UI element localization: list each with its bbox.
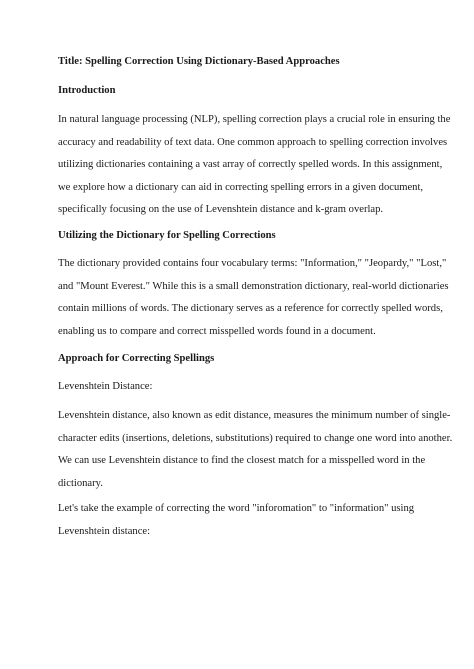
paragraph-line: Levenshtein Distance: — [58, 381, 153, 392]
paragraph-line: enabling us to compare and correct misspelled words found in a document. — [58, 325, 376, 337]
paragraph-line: Levenshtein distance: — [58, 525, 151, 537]
paragraph-line: The dictionary provided contains four vocabulary terms: "Information," "Jeopardy," "Lost," — [58, 258, 447, 269]
levenshtein-subheading — [58, 376, 434, 399]
section-heading-utilizing-dictionary: Utilizing the Dictionary for Spelling Corrections — [58, 230, 276, 241]
document-title: Title: Spelling Correction Using Dictionary-Based Approaches — [58, 56, 340, 67]
paragraph-line: and "Mount Everest." While this is a small demonstration dictionary, real-world dictionaries — [58, 280, 449, 292]
paragraph-line: utilizing dictionaries containing a vast array of correctly spelled words. In this assignment, — [58, 159, 443, 171]
example-paragraph — [58, 498, 434, 543]
paragraph-line: We can use Levenshtein distance to find the closest match for a misspelled word in the — [58, 455, 426, 467]
paragraph-line: Levenshtein distance, also known as edit distance, measures the minimum number of single- — [58, 410, 451, 421]
paragraph-line: dictionary. — [58, 477, 103, 489]
paragraph-line: we explore how a dictionary can aid in correcting spelling errors in a given document, — [58, 181, 424, 193]
paragraph-line: Let's take the example of correcting the word "inforomation" to "information" using — [58, 503, 415, 514]
section-heading-approach: Approach for Correcting Spellings — [58, 353, 215, 364]
paragraph-line: In natural language processing (NLP), spelling correction plays a crucial role in ensuring the — [58, 114, 451, 125]
paragraph-line: contain millions of words. The dictionary serves as a reference for correctly spelled words, — [58, 303, 443, 315]
levenshtein-paragraph — [58, 405, 453, 495]
paragraph-line: character edits (insertions, deletions, substitutions) required to change one word into another. — [58, 432, 453, 444]
introduction-paragraph — [58, 109, 451, 222]
section-heading-introduction: Introduction — [58, 85, 116, 96]
paragraph-line: accuracy and readability of text data. One common approach to spelling correction involves — [58, 136, 448, 148]
paragraph-line: specifically focusing on the use of Levenshtein distance and k-gram overlap. — [58, 204, 384, 216]
utilizing-dictionary-paragraph — [58, 253, 449, 343]
